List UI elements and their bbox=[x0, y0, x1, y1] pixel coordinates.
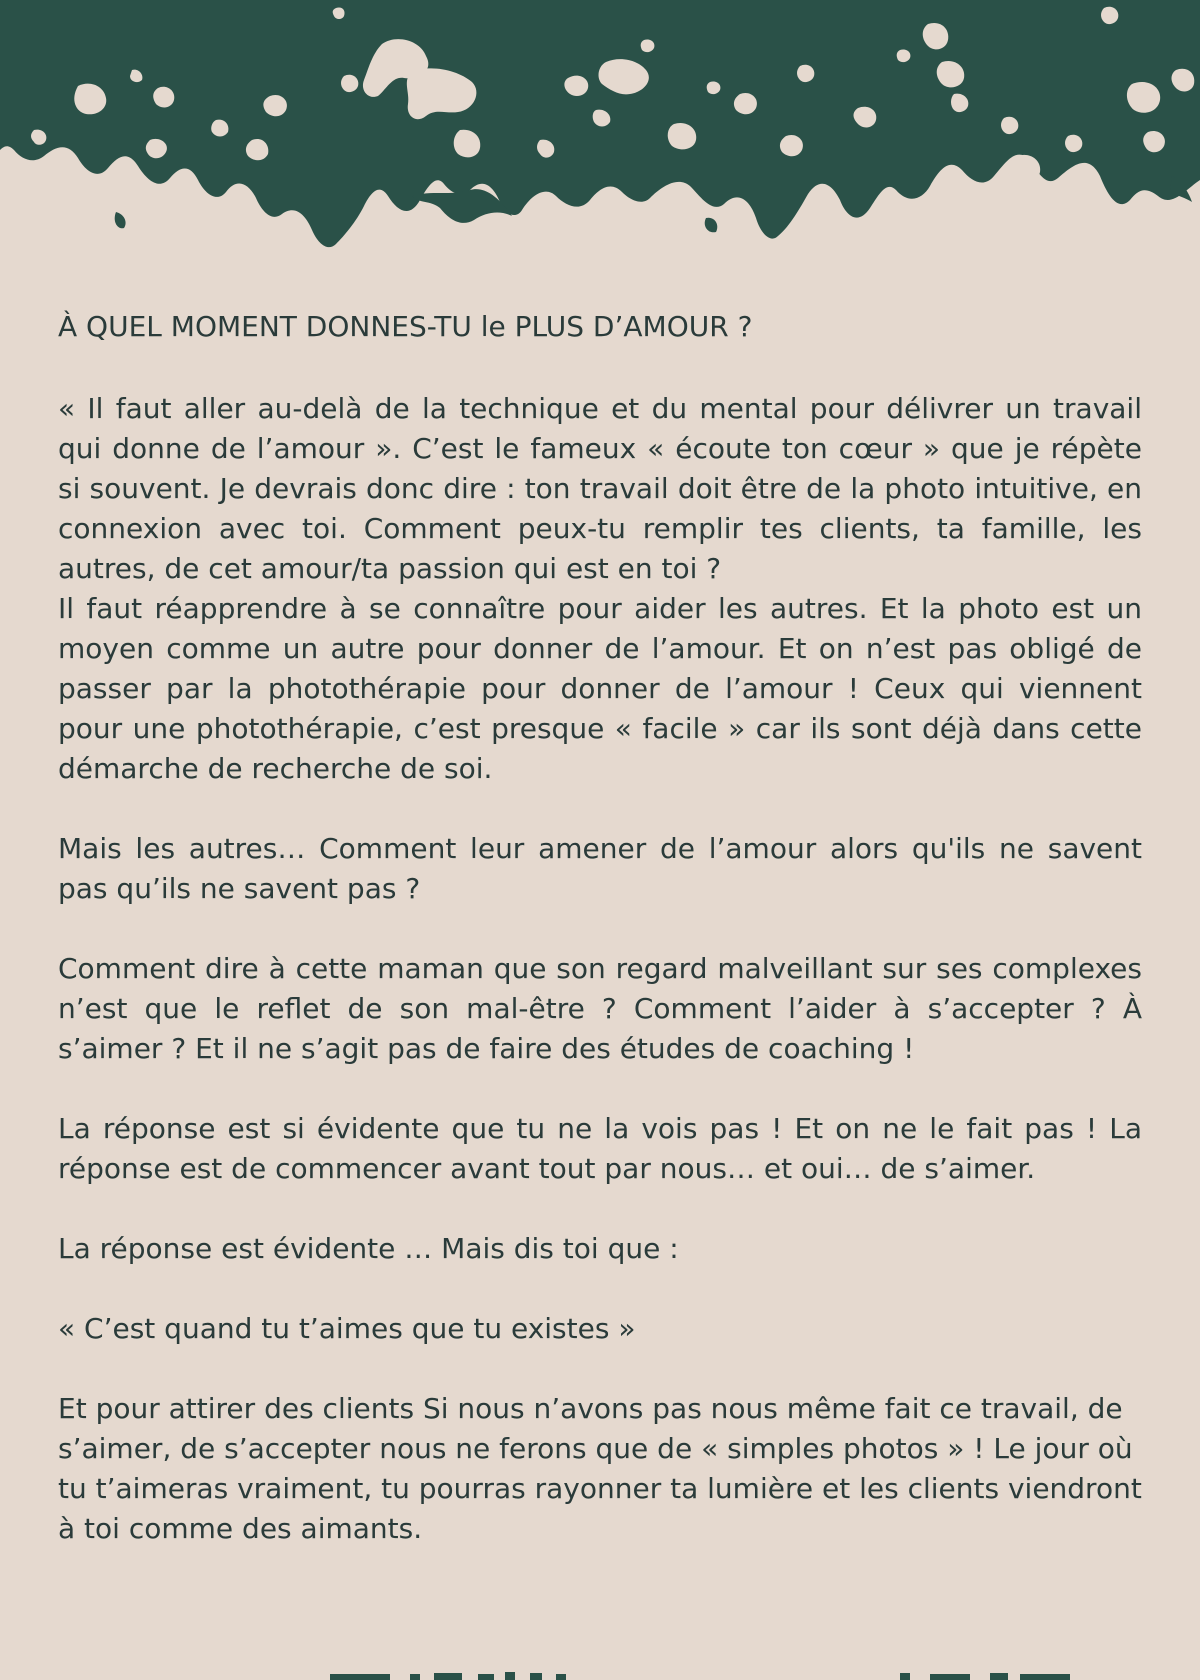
paragraph-3 bbox=[58, 949, 1142, 1069]
paragraph-line: Mais les autres… Comment leur amener de l’amour alors qu'ils ne savent pas qu’ils ne savent pas ? bbox=[58, 832, 1142, 905]
paragraph-5 bbox=[58, 1229, 1142, 1269]
paragraph-line: La réponse est évidente … Mais dis toi que : bbox=[58, 1232, 679, 1265]
closing-line: Le jour où tu t’aimeras vraiment, tu pourras rayonner ta lumière et les clients viendront à toi comme des aimants. bbox=[58, 1432, 1142, 1545]
closing-line: Et pour attirer des clients bbox=[58, 1392, 415, 1425]
paint-splatter-decoration bbox=[0, 0, 1200, 270]
article-body bbox=[58, 305, 1142, 1549]
paragraph-line: Il faut réapprendre à se connaître pour aider les autres. Et la photo est un moyen comme un autre pour donner de l’amour. Et on n’est pas obligé de passer par la photothérapie pour donner de l’amour ! Ceux qui viennent pour une photothérapie, c’est presque « facile » car ils sont déjà dans cette démarche de recherche de soi. bbox=[58, 592, 1142, 785]
paragraph-4 bbox=[58, 1109, 1142, 1189]
article-heading: À QUEL MOMENT DONNES-TU le PLUS D’AMOUR ? bbox=[58, 310, 753, 343]
paragraph-line: La réponse est si évidente que tu ne la vois pas ! Et on ne le fait pas ! La réponse est de commencer avant tout par nous… et oui… de s’aimer. bbox=[58, 1112, 1142, 1185]
paragraph-line: Comment dire à cette maman que son regard malveillant sur ses complexes n’est que le reflet de son mal-être ? Comment l’aider à s’accepter ? À s’aimer ? Et il ne s’agit pas de faire des études de coaching ! bbox=[58, 952, 1142, 1065]
highlight-quote: « C’est quand tu t’aimes que tu existes » bbox=[58, 1312, 636, 1345]
paragraph-2 bbox=[58, 829, 1142, 909]
closing-paragraph bbox=[58, 1389, 1142, 1549]
paragraph-line: « Il faut aller au-delà de la technique et du mental pour délivrer un travail qui donne de l’amour ». C’est le fameux « écoute ton cœur » que je répète si souvent. Je devrais donc dire : ton travail doit être de la photo intuitive, en connexion avec toi. Comment peux-tu remplir tes clients, ta famille, les autres, de cet amour/ta passion qui est en toi ? bbox=[58, 392, 1142, 585]
paragraph-1 bbox=[58, 389, 1142, 789]
closing-line: Si nous n’avons pas nous même fait ce travail, de s’aimer, de s’accepter nous ne ferons que de « simples photos » ! bbox=[58, 1392, 1123, 1465]
bottom-lettering-decoration bbox=[0, 1640, 1200, 1680]
